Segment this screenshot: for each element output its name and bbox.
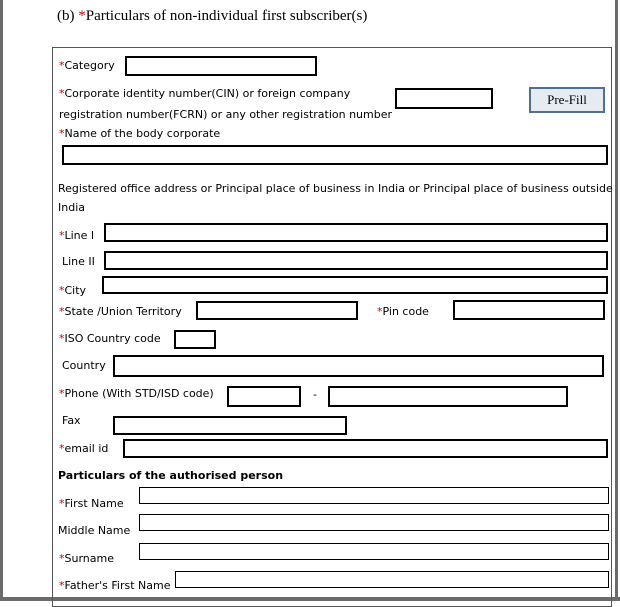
required-marker: * bbox=[59, 579, 65, 592]
first-name-label-text: First Name bbox=[64, 497, 124, 510]
surname-label bbox=[59, 551, 114, 566]
cin-label-text: Corporate identity number(CIN) or foreign company bbox=[64, 87, 351, 100]
frame-left-border bbox=[0, 0, 3, 601]
section-heading bbox=[57, 8, 367, 25]
line1-label-text: Line I bbox=[64, 229, 95, 242]
prefill-button[interactable]: Pre-Fill bbox=[529, 87, 605, 113]
city-label-text: City bbox=[64, 284, 87, 297]
address-line1-input[interactable] bbox=[104, 223, 608, 242]
required-marker: * bbox=[59, 387, 65, 400]
father-first-name-label bbox=[59, 578, 170, 593]
required-marker: * bbox=[59, 552, 65, 565]
cin-label-line2: registration number(FCRN) or any other registration number bbox=[59, 108, 393, 121]
phone-separator: - bbox=[313, 388, 317, 401]
middle-name-input[interactable] bbox=[139, 514, 609, 531]
state-label bbox=[59, 304, 182, 319]
fax-input[interactable] bbox=[113, 416, 347, 435]
first-name-input[interactable] bbox=[139, 487, 609, 504]
country-label: Country bbox=[62, 359, 106, 372]
email-input[interactable] bbox=[123, 439, 608, 458]
required-marker: * bbox=[59, 229, 65, 242]
required-marker: * bbox=[59, 332, 65, 345]
line2-label: Line II bbox=[62, 255, 95, 268]
heading-prefix: (b) bbox=[57, 8, 79, 24]
middle-name-label: Middle Name bbox=[58, 524, 131, 537]
city-label bbox=[59, 283, 86, 298]
required-marker: * bbox=[59, 87, 65, 100]
body-corporate-label-text: Name of the body corporate bbox=[64, 127, 221, 140]
address-line2-input[interactable] bbox=[104, 251, 608, 270]
category-label-text: Category bbox=[64, 59, 115, 72]
iso-country-code-input[interactable] bbox=[174, 330, 216, 349]
first-name-label bbox=[59, 496, 124, 511]
pin-label-text: Pin code bbox=[382, 305, 429, 318]
required-marker: * bbox=[377, 305, 383, 318]
category-label bbox=[59, 58, 115, 73]
required-marker: * bbox=[59, 59, 65, 72]
body-corporate-label bbox=[59, 126, 220, 141]
email-label-text: email id bbox=[64, 442, 109, 455]
cin-input[interactable] bbox=[395, 88, 493, 109]
required-marker: * bbox=[59, 442, 65, 455]
line1-label bbox=[59, 228, 94, 243]
phone-label bbox=[59, 386, 214, 401]
phone-label-text: Phone (With STD/ISD code) bbox=[64, 387, 214, 400]
pin-label bbox=[377, 304, 429, 319]
authorised-person-heading: Particulars of the authorised person bbox=[58, 469, 284, 482]
phone-number-input[interactable] bbox=[328, 386, 568, 407]
fax-label: Fax bbox=[62, 414, 81, 427]
pin-code-input[interactable] bbox=[453, 300, 605, 320]
phone-std-code-input[interactable] bbox=[227, 386, 301, 407]
surname-label-text: Surname bbox=[64, 552, 114, 565]
address-note-line2: India bbox=[58, 201, 85, 214]
father-first-name-label-text: Father's First Name bbox=[64, 579, 171, 592]
email-label bbox=[59, 441, 108, 456]
required-marker: * bbox=[59, 127, 65, 140]
surname-input[interactable] bbox=[139, 543, 609, 560]
iso-label-text: ISO Country code bbox=[64, 332, 161, 345]
state-input[interactable] bbox=[196, 301, 358, 320]
frame-right-border bbox=[615, 0, 618, 601]
category-input[interactable] bbox=[125, 56, 317, 76]
required-marker: * bbox=[59, 305, 65, 318]
body-corporate-input[interactable] bbox=[62, 145, 608, 165]
required-marker: * bbox=[59, 497, 65, 510]
address-note-line1: Registered office address or Principal place of business in India or Principal place of business outside bbox=[58, 182, 613, 195]
father-first-name-input[interactable] bbox=[175, 571, 609, 588]
state-label-text: State /Union Territory bbox=[64, 305, 182, 318]
country-input[interactable] bbox=[113, 355, 604, 377]
city-input[interactable] bbox=[102, 276, 608, 294]
required-marker: * bbox=[78, 8, 86, 24]
required-marker: * bbox=[59, 284, 65, 297]
iso-label bbox=[59, 331, 161, 346]
heading-text: Particulars of non-individual first subscriber(s) bbox=[85, 8, 368, 24]
cin-label-line1 bbox=[59, 86, 350, 101]
